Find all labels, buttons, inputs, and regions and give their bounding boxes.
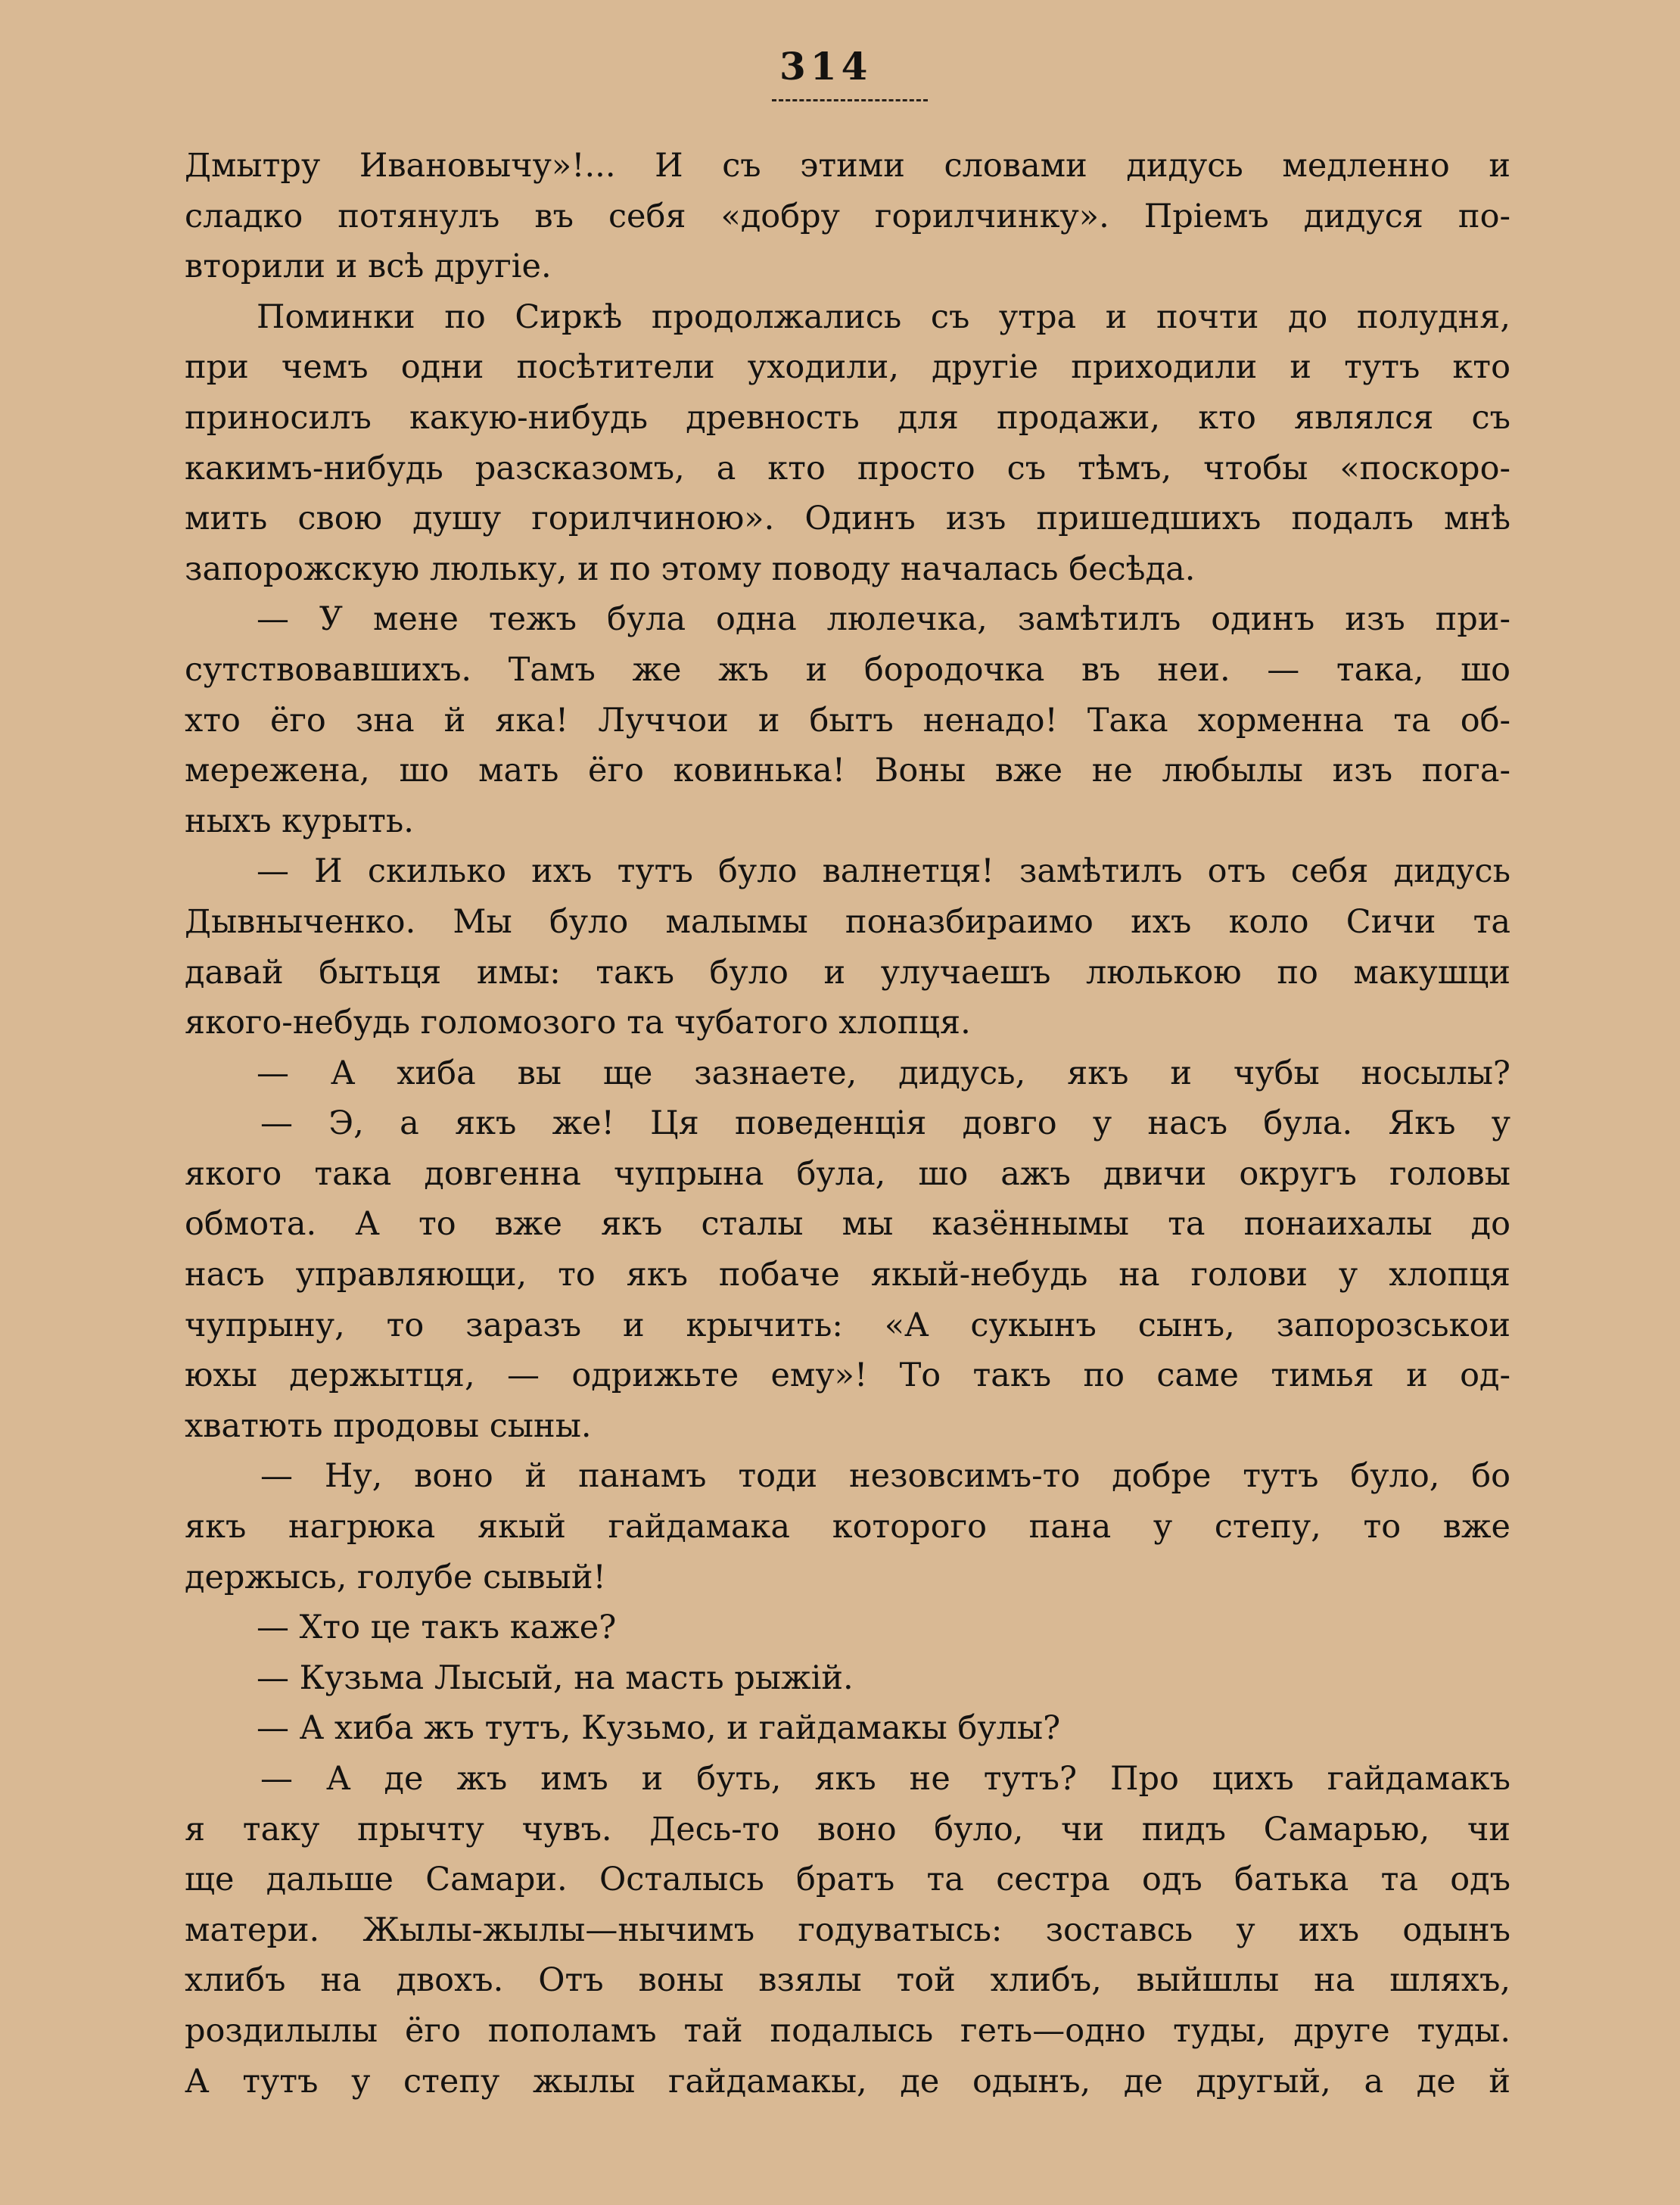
page-number: 314 — [779, 44, 873, 89]
page-text — [185, 141, 1510, 2107]
text-line: хватють продовы сыны. — [185, 1406, 592, 1445]
text-line: чупрыну, то заразъ и крычить: «А сукынъ сынъ, запорозськои — [185, 1306, 1510, 1344]
page-number-rule — [772, 99, 928, 101]
text-line: — И скилько ихъ тутъ було валнетця! замѣтилъ отъ себя дидусь — [257, 852, 1510, 891]
text-line: — А хиба жъ тутъ, Кузьмо, и гайдамакы булы? — [257, 1709, 1061, 1748]
text-line: А тутъ у степу жылы гайдамакы, де одынъ, де другый, а де й — [185, 2062, 1510, 2101]
text-line: Дмытру Ивановычу»!... И съ этими словами дидусь медленно и — [185, 147, 1510, 185]
text-line: ныхъ курыть. — [185, 802, 414, 840]
text-line: — Кузьма Лысый, на масть рыжій. — [257, 1658, 854, 1697]
text-line: я таку прычту чувъ. Десь-то воно було, чи пидъ Самарью, чи — [185, 1810, 1510, 1848]
text-line: обмота. А то вже якъ сталы мы казённымы та понаихалы до — [185, 1205, 1510, 1244]
text-line: якого-небудь голомозого та чубатого хлопця. — [185, 1004, 971, 1042]
text-line: мережена, шо мать ёго ковинька! Воны вже не любылы изъ пога- — [185, 752, 1510, 790]
text-line: какимъ-нибудь разсказомъ, а кто просто съ тѣмъ, чтобы «поскоро- — [185, 449, 1510, 487]
text-line: хто ёго зна й яка! Луччои и бытъ ненадо! Така хорменна та об- — [185, 701, 1510, 740]
text-line: — Э, а якъ же! Ця поведенція довго у насъ була. Якъ у — [260, 1104, 1510, 1143]
text-line: Поминки по Сиркѣ продолжались съ утра и почти до полудня, — [257, 297, 1510, 336]
text-line: юхы держытця, — одрижьте ему»! То такъ по саме тимья и од- — [185, 1356, 1510, 1395]
text-line: — Хто це такъ каже? — [257, 1609, 617, 1647]
text-line: давай бытьця имы: такъ було и улучаешъ люлькою по макушци — [185, 953, 1510, 992]
text-line: якъ нагрюка якый гайдамака которого пана у степу, то вже — [185, 1508, 1510, 1546]
text-line: держысь, голубе сывый! — [185, 1558, 606, 1596]
text-line: при чемъ одни посѣтители уходили, другіе приходили и тутъ кто — [185, 348, 1510, 387]
text-line: приносилъ какую-нибудь древность для продажи, кто являлся съ — [185, 398, 1510, 437]
text-line: — Ну, воно й панамъ тоди незовсимъ-то добре тутъ було, бо — [260, 1457, 1510, 1496]
text-line: вторили и всѣ другіе. — [185, 248, 552, 286]
text-line: — У мене тежъ була одна люлечка, замѣтилъ одинъ изъ при- — [257, 600, 1510, 639]
text-line: роздилылы ёго пополамъ тай подалысь геть—одно туды, друге туды. — [185, 2011, 1510, 2050]
text-line: ще дальше Самари. Осталысь братъ та сестра одъ батька та одъ — [185, 1861, 1510, 1899]
text-line: — А хиба вы ще зазнаете, дидусь, якъ и чубы носылы? — [257, 1054, 1510, 1092]
text-line: мить свою душу горилчиною». Одинъ изъ пришедшихъ подалъ мнѣ — [185, 500, 1510, 538]
text-line: насъ управляющи, то якъ побаче якый-небудь на голови у хлопця — [185, 1256, 1510, 1294]
text-line: — А де жъ имъ и буть, якъ не тутъ? Про цихъ гайдамакъ — [260, 1760, 1510, 1798]
text-line: якого така довгенна чупрына була, шо ажъ двичи округъ головы — [185, 1154, 1510, 1193]
text-line: Дывныченко. Мы було малымы поназбираимо ихъ коло Сичи та — [185, 902, 1510, 941]
text-line: сутствовавшихъ. Тамъ же жъ и бородочка въ неи. — така, шо — [185, 650, 1510, 689]
text-line: запорожскую люльку, и по этому поводу началась бесѣда. — [185, 550, 1196, 588]
text-line: матери. Жылы-жылы—нычимъ годуватысь: зоставсь у ихъ одынъ — [185, 1911, 1510, 1949]
text-line: сладко потянулъ въ себя «добру горилчинку». Пріемъ дидуся по- — [185, 197, 1510, 235]
text-line: хлибъ на двохъ. Отъ воны взялы той хлибъ, выйшлы на шляхъ, — [185, 1961, 1510, 2000]
